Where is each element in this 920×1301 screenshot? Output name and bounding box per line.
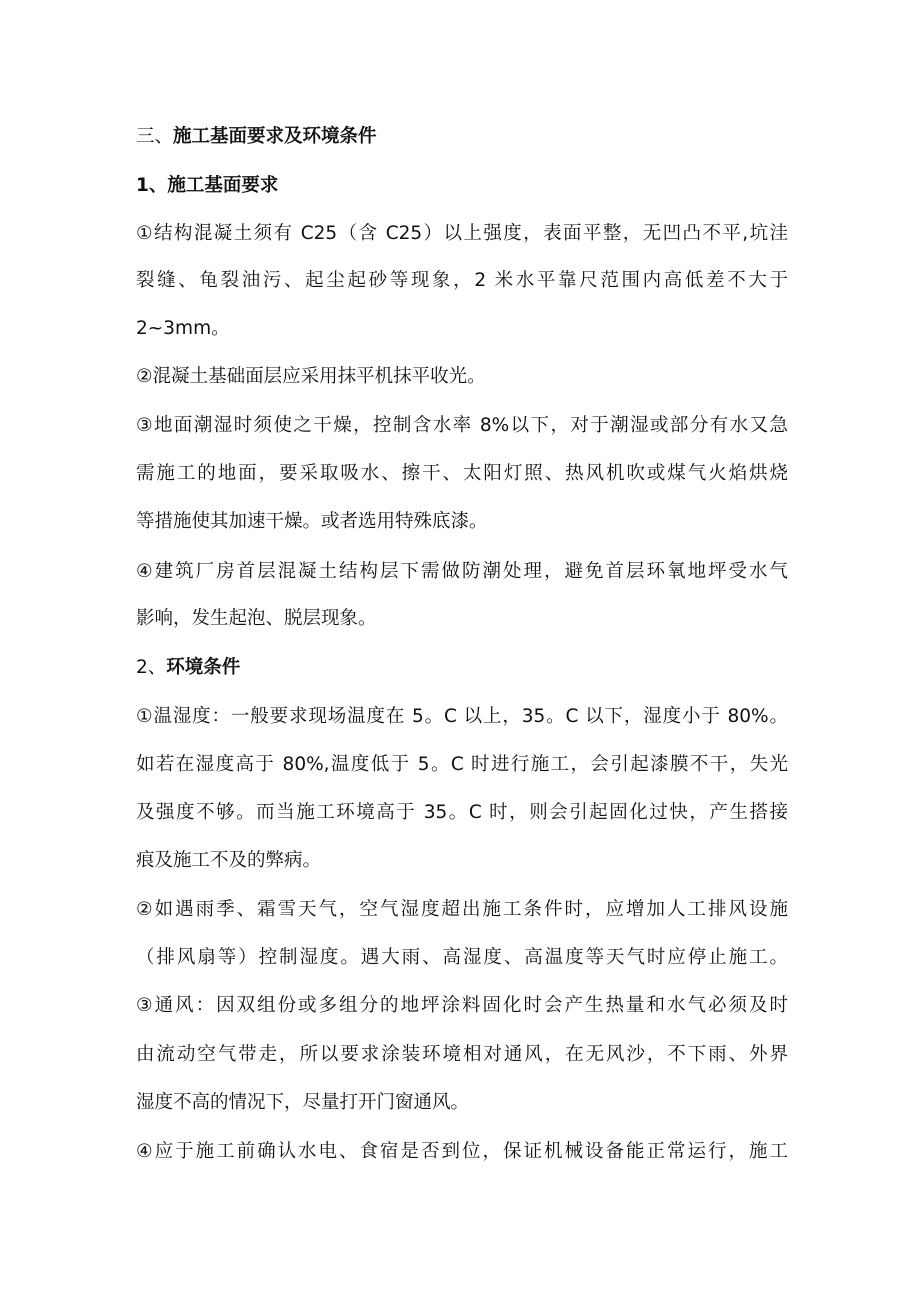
paragraph-line: 裂缝、龟裂油污、起尘起砂等现象，2 米水平靠尺范围内高低差不大于 (136, 270, 788, 291)
paragraph-line: ③地面潮湿时须使之干燥，控制含水率 8%以下，对于潮湿或部分有水又急 (136, 415, 788, 436)
paragraph-line: ①结构混凝土须有 C25（含 C25）以上强度，表面平整，无凹凸不平,坑洼 (136, 223, 788, 244)
subsection-2-heading (136, 656, 240, 680)
paragraph-line: 如若在湿度高于 80%,温度低于 5。C 时进行施工，会引起漆膜不干，失光 (136, 754, 788, 775)
paragraph-line: ④建筑厂房首层混凝土结构层下需做防潮处理，避免首层环氧地坪受水气 (136, 561, 788, 582)
paragraph-line: 痕及施工不及的弊病。 (136, 850, 322, 871)
paragraph-line: 需施工的地面，要采取吸水、擦干、太阳灯照、热风机吹或煤气火焰烘烧 (136, 463, 788, 484)
section-heading-title: 施工基面要求及环境条件 (173, 126, 377, 147)
paragraph-line: ④应于施工前确认水电、食宿是否到位，保证机械设备能正常运行，施工 (136, 1141, 788, 1162)
subsection-2-prefix: 2、 (136, 657, 167, 678)
subsection-2-title: 环境条件 (166, 657, 241, 678)
paragraph-line: 由流动空气带走，所以要求涂装环境相对通风，在无风沙，不下雨、外界 (136, 1044, 788, 1065)
paragraph-line: 影响，发生起泡、脱层现象。 (136, 608, 377, 629)
paragraph-line: 2~3mm。 (136, 318, 230, 339)
paragraph-line: （排风扇等）控制湿度。遇大雨、高湿度、高温度等天气时应停止施工。 (136, 947, 788, 968)
paragraph-line: 等措施使其加速干燥。或者选用特殊底漆。 (136, 511, 488, 532)
paragraph-line: ②如遇雨季、霜雪天气，空气湿度超出施工条件时，应增加人工排风设施 (136, 899, 788, 920)
paragraph-line: 湿度不高的情况下，尽量打开门窗通风。 (136, 1092, 470, 1113)
section-heading-prefix: 三、 (136, 126, 174, 147)
section-heading (136, 125, 377, 149)
paragraph-line: ①温湿度：一般要求现场温度在 5。C 以上，35。C 以下，湿度小于 80%。 (136, 706, 788, 727)
subsection-1-heading: 1、施工基面要求 (136, 175, 279, 196)
paragraph-line: ③通风：因双组份或多组分的地坪涂料固化时会产生热量和水气必须及时 (136, 995, 788, 1016)
paragraph-line: 及强度不够。而当施工环境高于 35。C 时，则会引起固化过快，产生搭接 (136, 802, 788, 823)
paragraph-line: ②混凝土基础面层应采用抹平机抹平收光。 (136, 366, 486, 387)
